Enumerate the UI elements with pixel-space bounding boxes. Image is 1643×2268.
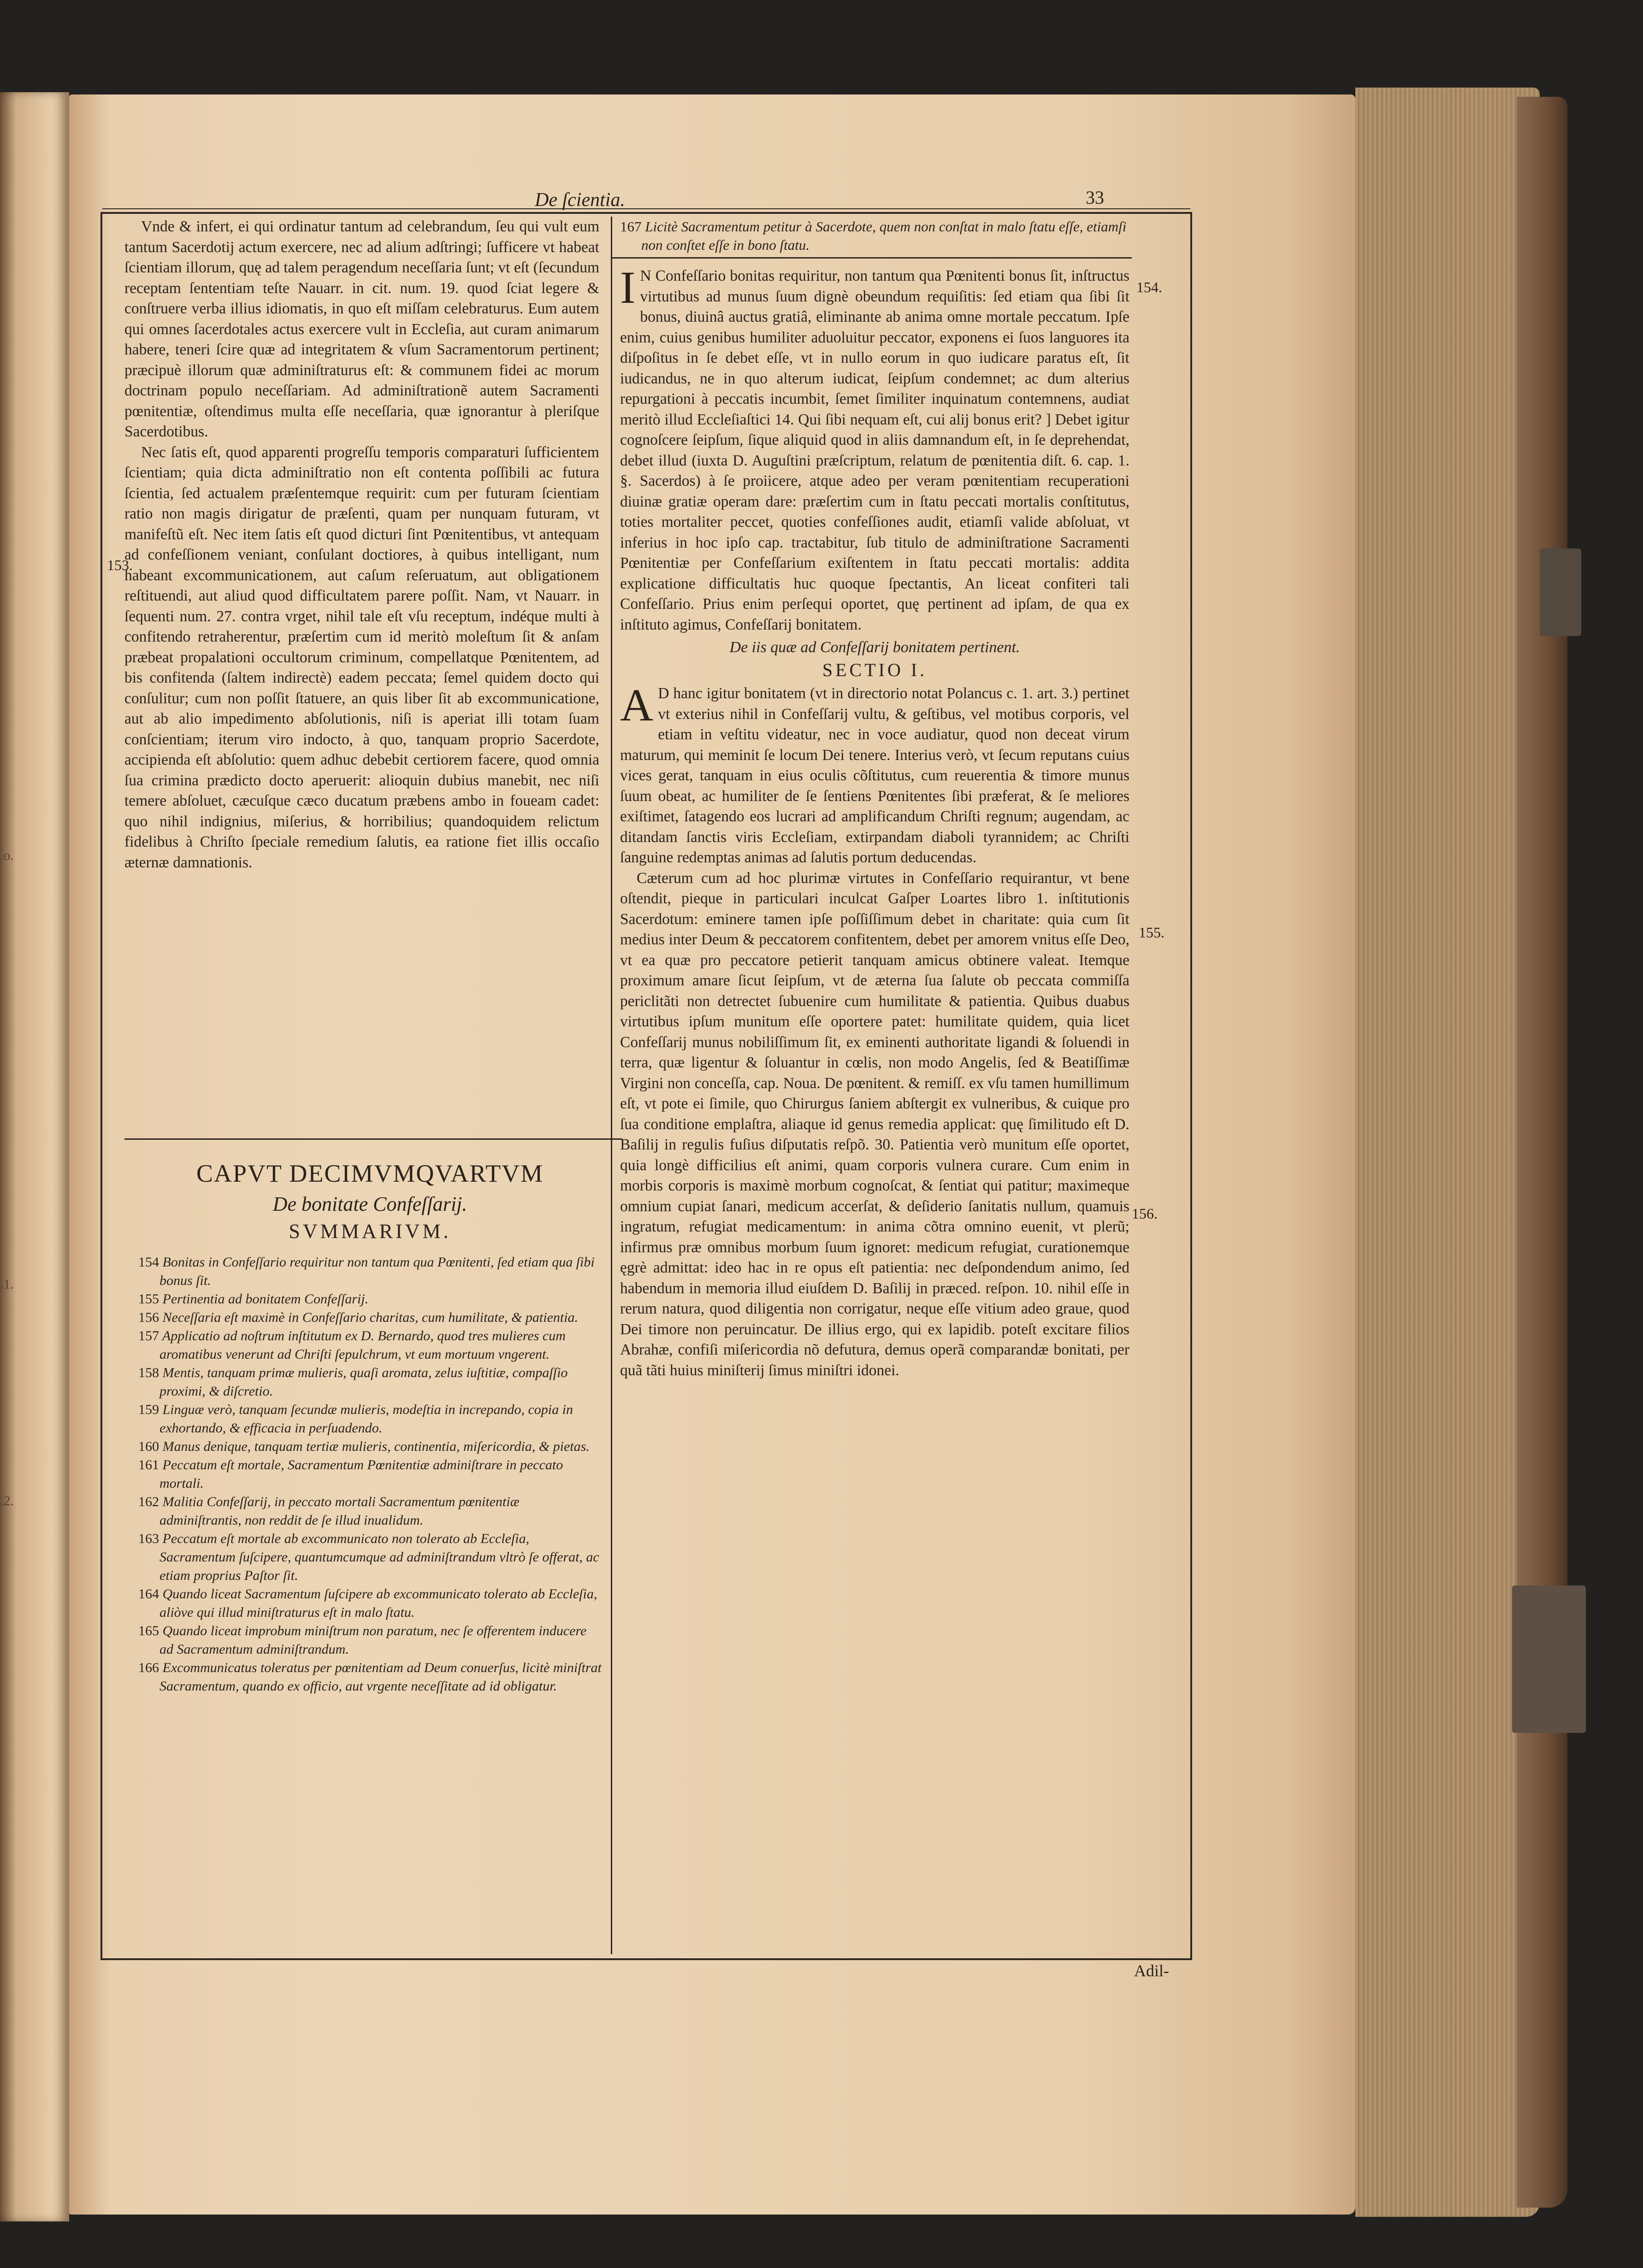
summary-text: Pertinentia ad bonitatem Confeſſarij.	[162, 1291, 369, 1307]
summary-item	[138, 1456, 602, 1493]
summary-item	[138, 1364, 602, 1401]
summary-heading: SVMMARIVM.	[289, 1220, 451, 1243]
summary-text: Bonitas in Confeſſario requiritur non tantum qua Pœnitenti, ſed etiam qua ſibi bonus ſit.	[160, 1255, 595, 1288]
summary-text: Applicatio ad noſtrum inſtitutum ex D. Bernardo, quod tres mulieres cum aromatibus venerunt ad Chriſti ſepulchrum, vt eum mortuum vngerent.	[160, 1328, 566, 1362]
summary-text: Manus denique, tanquam tertiæ mulieris, continentia, miſericordia, & pietas.	[162, 1439, 590, 1454]
summary-text: Quando liceat Sacramentum ſuſcipere ab excommunicato tolerato ab Eccleſia, aliòve qui illud miniſtraturus eſt in malo ſtatu.	[160, 1586, 597, 1620]
summary-item	[138, 1290, 602, 1308]
column-divider	[611, 217, 612, 1954]
summary-text: Quando liceat improbum miniſtrum non paratum, nec ſe offerentem inducere ad Sacramentum adminiſtrandum.	[160, 1623, 587, 1657]
paragraph	[620, 679, 1129, 868]
summary-item	[138, 1530, 602, 1585]
index-tab	[1512, 1585, 1586, 1733]
paragraph-text: N Confeſſario bonitas requiritur, non tantum qua Pœnitenti bonus ſit, inſtructus virtutibus ad munus ſuum dignè obeundum requiſitis: ſed etiam qua ſibi ſit bonus, diuinâ auctus gratiâ, eliminante ab anima omne mortale peccatum. Ipſe enim, cuius genibus humiliter aduoluitur peccator, exponens ei ſuos languores ita diſpoſitus in ſe debet eſſe, vt in nullo eorum in quo iudicare paratus eſt, ſit iudicandus, ne in quo alterum iudicat, ſeipſum condemnet; ac dum alterius repurgationi à peccatis incumbit, ſemet ſimiliter inquinatum contemnens, audiat meritò illud Eccleſiaſtici 14. Qui ſibi nequam eſt, cui alij bonus erit? ] Debet igitur cognoſcere ſeipſum, ſique aliquid quod in aliis damnandum eſt, in ſe deprehendat, debet illud (iuxta D. Auguſtini præſcriptum, relatum de pœnitentia diſt. 6. cap. 1. §. Sacerdos) à ſe proiicere, atque adeo per veram pœnitentiam recuperationi diuinæ gratiæ operam dare: præſertim cum in ſtatu peccati mortalis conſtitutus, toties mortaliter peccet, quoties confeſſiones audit, etiamſi valide abſoluat, vt inferius in hoc ipſo cap. tractabitur, ſub titulo de adminiſtratione Sacramenti Pœnitentiæ per Confeſſarium exiſtentem in ſtatu peccati mortalis: addita explicatione difficultatis huc quoque ſpectantis, An liceat confiteri tali Confeſſario. Prius enim perſequi oportet, quę pertinent ad ipſam, de qua ex inſtituto agimus, Confeſſarij bonitatem.	[620, 267, 1129, 633]
right-column	[620, 218, 1129, 1381]
paragraph: Nec ſatis eſt, quod apparenti progreſſu temporis comparaturi ſufficientem ſcientiam; quia dicta adminiſtratio non eſt contenta poſſibili ac futura ſcientia, ſed actualem præſentemque requirit: cum per futuram ſcientiam ratio non magis dirigatur de præſenti, quam per nunquam futuram, vt manifeſtũ eſt. Nec item ſatis eſt quod dicturi ſint Pœnitentibus, vt antequam ad confeſſionem veniant, conſulant doctiores, à quibus intelligant, num habeant excommunicationem, aut caſum reſeruatum, aut obligationem reſtituendi, aut aliud quod difficultatem parere poſſit. Nam, vt Nauarr. in ſequenti num. 27. contra vrget, nihil tale eſt vſu receptum, indéque multi à confitendo retraherentur, præſertim cum id meritò moleſtum ſit & anſam præbeat propalationi occultorum criminum, compellatque Pœnitentem, ad bis confitenda (ſaltem indirectè) eadem peccata; ſemel quidem docto qui conſulitur; cum non poſſit ſtatuere, an quis liber ſit ab excommunicatione, aut ab alio impedimento abſolutionis, niſi is aperiat illi totam ſuam conſcientiam; iterum viro indocto, à quo, tanquam proprio Sacerdote, accipienda eſt abſolutio: quem adhuc debebit certiorem facere, quod omnia ſua crimina prædicto docto aperuerit: alioquin dubius manebit, nec niſi temere abſoluet, cæcuſque cæco ducatum præbens ambo in foueam cadet: quo nihil indignius, miſerius, & horribilius; quandoquidem relictum fidelibus à Chriſto ſpeciale remedium ſalutis, ea ratione fiet illis occaſio æternæ damnationis.	[124, 443, 599, 871]
summary-item	[138, 1622, 602, 1659]
summary-text: Excommunicatus toleratus per pœnitentiam ad Deum conuerſus, licitè miniſtrat Sacramentum, quando ex officio, aut vrgente neceſſitate ad id obligatur.	[160, 1660, 602, 1694]
paragraph: Vnde & infert, ei qui ordinatur tantum ad celebrandum, ſeu qui vult eum tantum Sacerdotij actum exercere, nec ad alium adſtringi; ſufficere vt habeat ſcientiam illorum, quę ad talem peragendum neceſſaria ſunt; vt eſt (ſecundum receptam ſententiam teſte Nauarr. in cit. num. 19. quod ſciat legere & conſtruere verba illius idiomatis, in quo eſt miſſam celebraturus. Eum autem qui omnes ſacerdotales actus exercere vult in Eccleſia, aut curam animarum habere, teneri ſcire quæ ad integritatem & vſum Sacramentorum pertinent; præcipuè illorum quæ adminiſtraturus eſt: & communem fidei ac morum doctrinam populo neceſſariam. Ad adminiſtrationẽ autem Sacramenti pœnitentiæ, oſtendimus multa eſſe neceſſaria, quæ ignorantur à pleriſque Sacerdotibus.	[124, 218, 599, 440]
section-heading: De iis quæ ad Confeſſarij bonitatem pertinent.	[729, 639, 1020, 656]
summary-item	[620, 218, 1129, 254]
summary-text: Licitè Sacramentum petitur à Sacerdote, quem non conſtat in malo ſtatu eſſe, etiamſi non conſtet eſſe in bono ſtatu.	[641, 218, 1127, 253]
summary-item	[138, 1659, 602, 1696]
summary-number: 158	[138, 1365, 159, 1380]
summary-item	[138, 1253, 602, 1290]
facing-margin-fragment: .o.	[0, 848, 14, 863]
drop-cap: I	[620, 262, 636, 313]
margin-number: 156.	[1132, 1205, 1158, 1222]
summary-item	[138, 1308, 602, 1327]
catchword: Adil-	[1134, 1962, 1169, 1980]
summary-number: 164	[138, 1586, 159, 1602]
index-tab	[1540, 548, 1581, 636]
book-cover	[1517, 97, 1567, 2208]
summary-text: Peccatum eſt mortale, Sacramentum Pœnitentiæ adminiſtrare in peccato mortali.	[160, 1457, 563, 1491]
summary-number: 163	[138, 1531, 159, 1546]
chapter-block	[138, 1138, 602, 1696]
summary-item	[138, 1327, 602, 1364]
facing-page-edge	[0, 92, 69, 2221]
paragraph: Cæterum cum ad hoc plurimæ virtutes in Confeſſario requirantur, vt bene oſtendit, pieque in particulari inculcat Gaſper Loartes libro 1. inſtitutionis Sacerdotum: eminere tamen ipſe poſſiſſimum debet in charitate: quia cum ſit medius inter Deum & peccatorem confitentem, debet per amorem vnitus eſſe Deo, vt ea quæ pro peccatore petierit tanquam amicus obtinere valeat. Itemque proximum amare ſicut ſeipſum, vt de æterna ſua ſalute ob peccata commiſſa periclitãti non detrectet ſubuenire cum humilitate & patientia. Quibus duabus virtutibus ipſum munitum eſſe oportere patet: humilitate quidem, quia licet Confeſſarij munus nobiliſſimum ſit, ex eminenti authoritate ligandi & ſoluendi in terra, quæ ligentur & ſoluantur in cœlis, non modo Angelis, ſed & Beatiſſimæ Virgini non conceſſa, cap. Noua. De pœnitent. & remiſſ. ex vſu tamen humillimum eſt, vt pote ei ſimile, quo Chirurgus ſaniem abſtergit ex vulneribus, & cuique pro ſua conditione emplaſtra, aliaque id genus remedia applicat: quę ſimilitudo eſt D. Baſilij in regulis fuſius diſputatis reſpõ. 30. Patientia verò munitum eſſe oportet, quia longè difficilius eſt animi, quam corporis vulnera curare. Cum enim in morbis corporis is maximè morbum cognoſcat, & ſentiat qui patitur; maximeque omnium cupiat ſanari, medicum accerſat, & deſiderio ſanitatis nullum, quamuis ingratum, refugiat medicamentum: in anima cõtra omnino euenit, vt plerũ; infirmus præ omnibus morbum ſuum ignoret: medicum refugiat, curationemque ęgrè admittat: ideo hac in re opus eſt patientia: nec deſpondendum animo, ſed habendum in memoria illud eiuſdem D. Baſilij in præced. reſpon. 10. nihil eſſe in rerum natura, quod diligentia non corrigatur, neque eſſe vitium adeo graue, quod Dei timore non peruincatur. De illius ergo, qui ex lapidib. poteſt excitare filios Abrahæ, confiſi miſericordia nõ defutura, demus operã comparandæ bonitati, per quã tãti huius miniſterij ſimus miniſtri idonei.	[620, 869, 1129, 1379]
chapter-title: CAPVT DECIMVMQVARTVM	[196, 1160, 544, 1187]
summary-number: 157	[138, 1328, 159, 1343]
summary-number: 154	[138, 1255, 159, 1270]
summary-rule	[611, 257, 1132, 259]
summary-item	[138, 1437, 602, 1456]
chapter-subtitle: De bonitate Confeſſarij.	[272, 1193, 467, 1215]
paragraph-text: D hanc igitur bonitatem (vt in directorio notat Polancus c. 1. art. 3.) pertinet vt exterius nihil in Confeſſarij vultu, & geſtibus, vel motibus corporis, vel etiam in veſtitu videatur, nec in voce audiatur, quod non deceat virum maturum, qui meminit ſe locum Dei tenere. Interius verò, vt ſecum reputans cuius vices gerat, tanquam in eius oculis cõſtitutus, cum reuerentia & timore munus ſuum obeat, ac humiliter de ſe ſentiens Pœnitentes ſibi præferat, & ſe meliores exiſtimet, ſatagendo eos lucrari ad amplificandum Chriſti regnum; augendam, ac ditandam ſanctis viris Eccleſiam, extirpandam diaboli tyrannidem; ac Chriſti ſanguine redemptas animas ad ſalutis portum deducendas.	[620, 685, 1129, 866]
margin-number: 155.	[1139, 924, 1164, 941]
summary-number: 161	[138, 1457, 159, 1473]
summary-text: Peccatum eſt mortale ab excommunicato non tolerato ab Eccleſia, Sacramentum ſuſcipere, quantumcumque ad adminiſtrandum vltrò ſe offerat, ac etiam proprius Paſtor ſit.	[160, 1531, 599, 1583]
summary-number: 167	[620, 218, 642, 235]
summary-text: Neceſſaria eſt maximè in Confeſſario charitas, cum humilitate, & patientia.	[162, 1310, 579, 1325]
summary-item	[138, 1585, 602, 1622]
summary-number: 165	[138, 1623, 159, 1638]
summary-number: 155	[138, 1291, 159, 1307]
summary-item	[138, 1493, 602, 1530]
facing-margin-fragment: .2.	[0, 1493, 14, 1508]
page-number: 33	[1086, 187, 1104, 208]
summary-text: Malitia Confeſſarij, in peccato mortali Sacramentum pœnitentiæ adminiſtrantis, non reddit de ſe illud inualidum.	[160, 1494, 520, 1528]
paragraph	[620, 262, 1129, 635]
left-column	[124, 217, 599, 873]
section-number: SECTIO I.	[822, 660, 928, 680]
summary-text: Linguæ verò, tanquam ſecundæ mulieris, modeſtia in increpando, copia in exhortando, & efficacia in perſuadendo.	[160, 1402, 573, 1436]
drop-cap: A	[620, 679, 654, 730]
summary-number: 162	[138, 1494, 159, 1509]
margin-number: 154.	[1136, 279, 1162, 295]
facing-margin-fragment: .1.	[0, 1277, 14, 1292]
margin-number: 153.	[107, 557, 133, 573]
summary-number: 166	[138, 1660, 159, 1675]
running-head: De ſcientia.	[535, 189, 625, 211]
summary-text: Mentis, tanquam primæ mulieris, quaſi aromata, zelus iuſtitiæ, compaſſio proximi, & diſcretio.	[160, 1365, 568, 1399]
summary-list	[138, 1253, 602, 1696]
summary-item	[138, 1401, 602, 1437]
header-rule	[102, 208, 1190, 209]
summary-number: 160	[138, 1439, 159, 1454]
summary-number: 159	[138, 1402, 159, 1417]
summary-number: 156	[138, 1310, 159, 1325]
chapter-rule	[124, 1138, 622, 1140]
page-block-edges	[1355, 88, 1540, 2217]
